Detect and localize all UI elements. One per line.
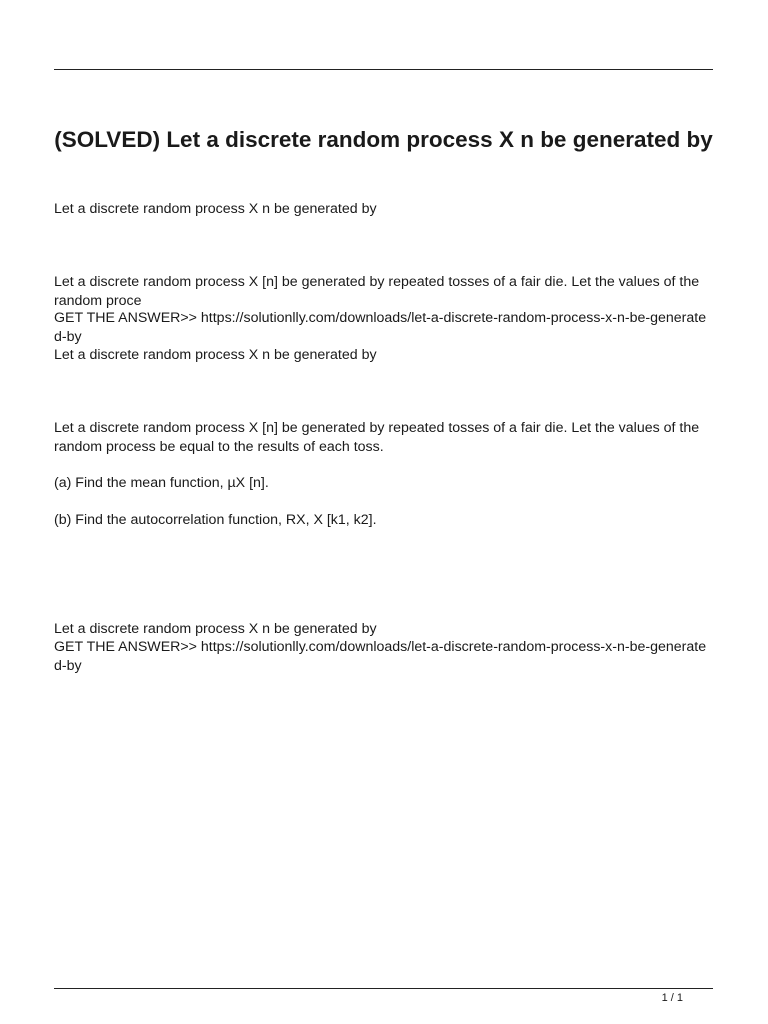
section1-repeat-line: Let a discrete random process X n be generated by [54, 347, 377, 363]
section2-part-b: (b) Find the autocorrelation function, RX, X [k1, k2]. [54, 512, 377, 528]
section1-answer-link[interactable]: GET THE ANSWER>> https://solutionlly.com/downloads/let-a-discrete-random-process-x-n-be-generated-by [54, 310, 707, 345]
section3-answer-link[interactable]: GET THE ANSWER>> https://solutionlly.com/downloads/let-a-discrete-random-process-x-n-be-generated-by [54, 639, 707, 674]
intro-line: Let a discrete random process X n be generated by [54, 201, 377, 217]
footer-rule [54, 988, 713, 989]
section2-problem: Let a discrete random process X [n] be generated by repeated tosses of a fair die. Let the values of the random process be equal to the results of each toss. [54, 420, 700, 455]
header-rule [54, 69, 713, 70]
document-title: (SOLVED) Let a discrete random process X n be generated by [54, 127, 713, 152]
section1-summary: Let a discrete random process X [n] be generated by repeated tosses of a fair die. Let the values of the random proce [54, 274, 700, 309]
section2-part-a: (a) Find the mean function, µX [n]. [54, 475, 269, 491]
page-number: 1 / 1 [661, 992, 683, 1004]
section3-repeat-line: Let a discrete random process X n be generated by [54, 621, 377, 637]
